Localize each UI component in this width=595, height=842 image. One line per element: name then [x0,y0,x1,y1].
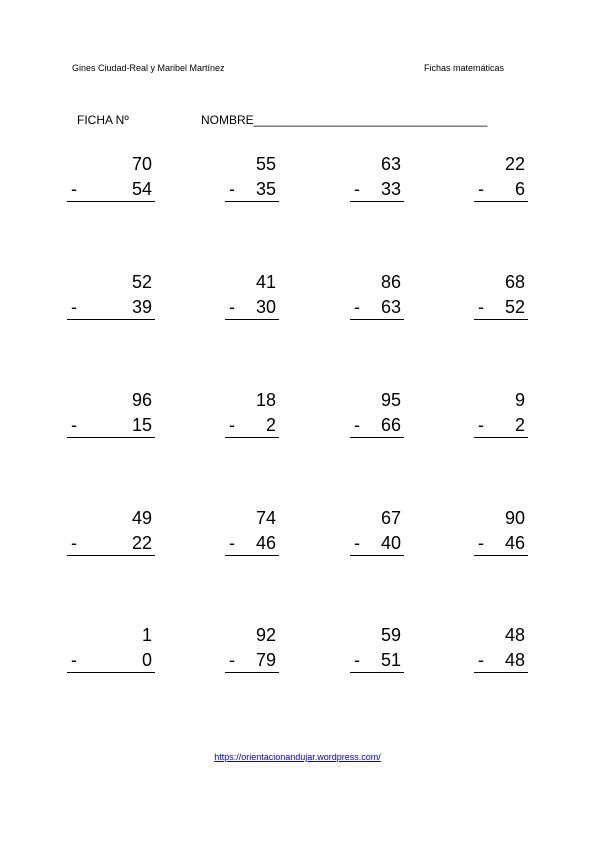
answer-line [225,672,279,673]
answer-line [474,555,528,556]
subtrahend: 63 [380,297,401,317]
minuend: 49 [131,508,152,528]
answer-line [67,672,155,673]
minuend: 41 [255,272,276,292]
minus-sign: - [71,415,77,435]
subtrahend: 15 [131,415,152,435]
answer-line [225,319,279,320]
subtraction-problem [225,507,279,557]
minus-sign: - [354,650,360,670]
subtrahend: 22 [131,533,152,553]
answer-line [225,201,279,202]
subtraction-problem [474,271,528,321]
subtrahend: 30 [255,297,276,317]
minus-sign: - [71,297,77,317]
minuend: 1 [141,625,152,645]
subtraction-problem [67,507,155,557]
minus-sign: - [229,650,235,670]
subtraction-problem [67,624,155,674]
minuend: 63 [380,154,401,174]
subtraction-problem [225,624,279,674]
minus-sign: - [354,533,360,553]
ficha-number-label: FICHA Nº [77,113,129,127]
minuend: 18 [255,390,276,410]
subtrahend: 35 [255,179,276,199]
answer-line [350,672,404,673]
subtrahend: 54 [131,179,152,199]
answer-line [225,437,279,438]
minus-sign: - [478,179,484,199]
subtraction-problem [67,389,155,439]
minus-sign: - [478,297,484,317]
subtrahend: 40 [380,533,401,553]
answer-line [350,201,404,202]
subtraction-problem [474,624,528,674]
minuend: 9 [514,390,525,410]
subtraction-problem [350,507,404,557]
subtraction-problem [474,153,528,203]
answer-line [67,201,155,202]
answer-line [67,437,155,438]
subtrahend: 48 [504,650,525,670]
minus-sign: - [478,650,484,670]
answer-line [225,555,279,556]
minuend: 52 [131,272,152,292]
name-field-label: NOMBRE___________________________________ [201,113,488,127]
subtraction-problem [350,624,404,674]
subtraction-problem [225,153,279,203]
subtrahend: 2 [265,415,276,435]
answer-line [350,555,404,556]
subtrahend: 51 [380,650,401,670]
subtrahend: 39 [131,297,152,317]
subtrahend: 46 [504,533,525,553]
minuend: 55 [255,154,276,174]
minuend: 48 [504,625,525,645]
minus-sign: - [354,415,360,435]
subtraction-problem [225,389,279,439]
subtrahend: 2 [514,415,525,435]
subtraction-problem [67,153,155,203]
answer-line [474,201,528,202]
minus-sign: - [478,533,484,553]
subtrahend: 0 [141,650,152,670]
minuend: 22 [504,154,525,174]
subtrahend: 52 [504,297,525,317]
subtraction-problem [474,507,528,557]
minuend: 86 [380,272,401,292]
answer-line [474,672,528,673]
subtrahend: 33 [380,179,401,199]
minus-sign: - [229,297,235,317]
subtraction-problem [350,389,404,439]
subtraction-problem [225,271,279,321]
subtrahend: 46 [255,533,276,553]
minuend: 92 [255,625,276,645]
subtrahend: 79 [255,650,276,670]
answer-line [67,555,155,556]
subtrahend: 6 [514,179,525,199]
authors-header: Gines Ciudad-Real y Maribel Martínez [72,63,225,73]
minuend: 96 [131,390,152,410]
answer-line [474,437,528,438]
subtraction-problem [67,271,155,321]
minuend: 95 [380,390,401,410]
minus-sign: - [354,179,360,199]
answer-line [350,437,404,438]
minus-sign: - [478,415,484,435]
footer-link[interactable]: https://orientacionandujar.wordpress.com/ [214,752,381,762]
subtrahend: 66 [380,415,401,435]
minuend: 67 [380,508,401,528]
answer-line [67,319,155,320]
minuend: 70 [131,154,152,174]
subtraction-problem [350,271,404,321]
answer-line [474,319,528,320]
minus-sign: - [229,533,235,553]
minus-sign: - [229,415,235,435]
minuend: 59 [380,625,401,645]
subtraction-problem [350,153,404,203]
answer-line [350,319,404,320]
subtraction-problem [474,389,528,439]
minuend: 68 [504,272,525,292]
minuend: 90 [504,508,525,528]
minus-sign: - [354,297,360,317]
minus-sign: - [229,179,235,199]
series-header: Fichas matemáticas [424,63,505,73]
minuend: 74 [255,508,276,528]
minus-sign: - [71,179,77,199]
minus-sign: - [71,650,77,670]
minus-sign: - [71,533,77,553]
